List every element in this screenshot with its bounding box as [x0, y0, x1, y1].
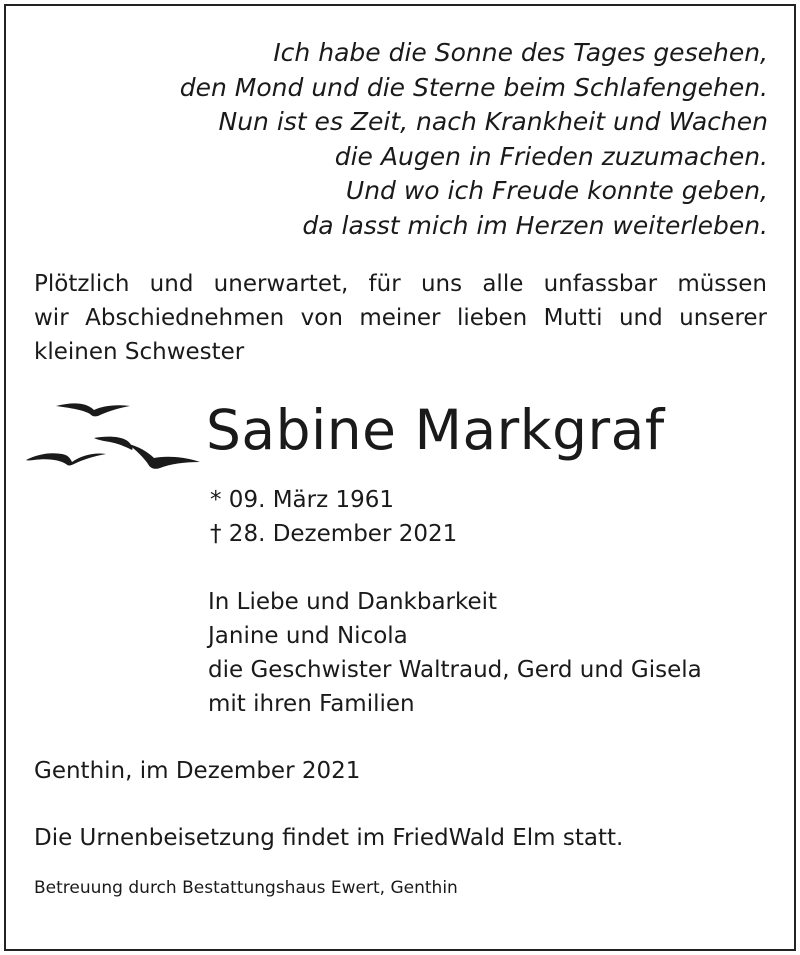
intro-line: Plötzlich und unerwartet, für uns alle unfassbar müssen — [34, 271, 767, 297]
intro-line: kleinen Schwester — [34, 339, 245, 365]
intro-text — [34, 267, 767, 369]
deceased-name: Sabine Markgraf — [206, 398, 665, 462]
mourners-line: mit ihren Familien — [208, 691, 415, 717]
mourners-line: In Liebe und Dankbarkeit — [208, 589, 498, 615]
mourners-line: Janine und Nicola — [208, 623, 408, 649]
mourners-list — [208, 585, 702, 721]
birth-date: * 09. März 1961 — [210, 487, 395, 513]
flying-birds-icon — [24, 398, 206, 478]
death-date: † 28. Dezember 2021 — [210, 521, 458, 547]
undertaker-note: Betreuung durch Bestattungshaus Ewert, Genthin — [34, 878, 458, 898]
poem-line: Ich habe die Sonne des Tages gesehen, — [273, 38, 768, 67]
life-dates — [210, 483, 457, 551]
poem-line: Nun ist es Zeit, nach Krankheit und Wachen — [218, 107, 768, 136]
poem-line: da lasst mich im Herzen weiterleben. — [302, 210, 768, 240]
poem-line: die Augen in Frieden zuzumachen. — [334, 141, 768, 171]
mourners-line: die Geschwister Waltraud, Gerd und Gisela — [208, 657, 702, 683]
burial-info: Die Urnenbeisetzung findet im FriedWald Elm statt. — [34, 825, 624, 851]
poem — [180, 36, 768, 243]
intro-line: wir Abschiednehmen von meiner lieben Mutti und unserer — [34, 305, 767, 331]
place-date: Genthin, im Dezember 2021 — [34, 758, 361, 784]
poem-line: Und wo ich Freude konnte geben, — [345, 176, 768, 205]
poem-line: den Mond und die Sterne beim Schlafengehen. — [179, 72, 768, 102]
